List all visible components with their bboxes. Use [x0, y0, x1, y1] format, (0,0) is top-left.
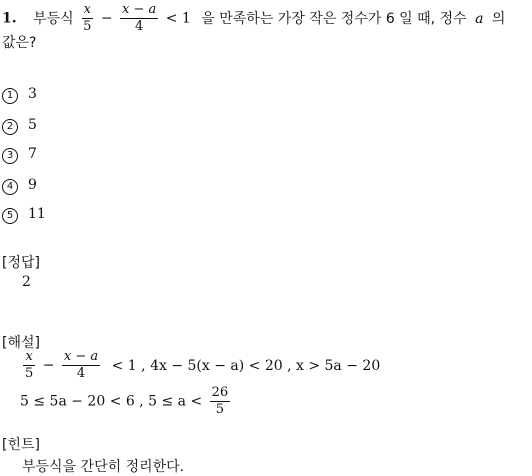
choice-3[interactable]: [2, 146, 37, 164]
fraction-denominator: 5: [83, 19, 92, 34]
variable-a: a: [475, 10, 484, 27]
choice-value: 3: [28, 86, 37, 102]
question-fraction-2: [120, 2, 158, 35]
minus-sign: −: [42, 357, 55, 374]
explanation-header: [해설]: [2, 335, 40, 351]
fraction-denominator: 5: [25, 366, 34, 381]
fraction-numerator: x: [25, 349, 33, 364]
fraction-numerator: x − a: [122, 2, 157, 17]
fraction-denominator: 4: [135, 19, 144, 34]
question-suffix: 을 만족하는 가장 작은 정수가 6 일 때, 정수: [201, 10, 467, 27]
explanation-fraction-3: [210, 385, 231, 418]
answer-value: 2: [22, 274, 31, 290]
choice-value: 5: [28, 117, 37, 133]
choice-number-mark: 1: [2, 88, 18, 104]
choice-5[interactable]: [2, 206, 46, 224]
explanation-fraction-1: [23, 349, 35, 382]
question-suffix-2: 의: [491, 10, 506, 27]
choice-number-mark: 3: [2, 148, 18, 164]
choice-1[interactable]: [2, 86, 37, 104]
fraction-numerator: x − a: [63, 349, 99, 364]
choice-value: 7: [28, 146, 37, 162]
inequality-rhs: < 1: [165, 10, 191, 27]
choice-number-mark: 4: [2, 179, 18, 195]
fraction-numerator: x: [83, 2, 91, 17]
question-line-2: 값은?: [2, 35, 37, 51]
question-prefix: 부등식: [33, 10, 74, 27]
choice-value: 9: [28, 177, 37, 193]
hint-header: [힌트]: [2, 437, 40, 453]
question-fraction-1: [81, 2, 93, 35]
fraction-denominator: 4: [76, 366, 86, 381]
question-line-1: [2, 2, 505, 35]
explanation-line-2: [20, 385, 233, 418]
choice-4[interactable]: [2, 177, 37, 195]
choice-number-mark: 5: [2, 208, 18, 224]
choice-value: 11: [28, 206, 46, 222]
explanation-fraction-2: [62, 349, 100, 382]
question-number: 1.: [2, 10, 17, 27]
answer-header: [정답]: [2, 255, 40, 271]
hint-text: 부등식을 간단히 정리한다.: [22, 459, 185, 475]
fraction-numerator: 26: [211, 385, 229, 400]
explanation-line-1-rest: < 1 , 4x − 5(x − a) < 20 , x > 5a − 20: [111, 357, 381, 374]
explanation-line-1: [20, 349, 380, 382]
choice-number-mark: 2: [2, 119, 18, 135]
choice-2[interactable]: [2, 117, 37, 135]
explanation-line-2-left: 5 ≤ 5a − 20 < 6 , 5 ≤ a <: [20, 393, 203, 410]
fraction-denominator: 5: [215, 402, 225, 417]
minus-sign: −: [100, 10, 113, 27]
